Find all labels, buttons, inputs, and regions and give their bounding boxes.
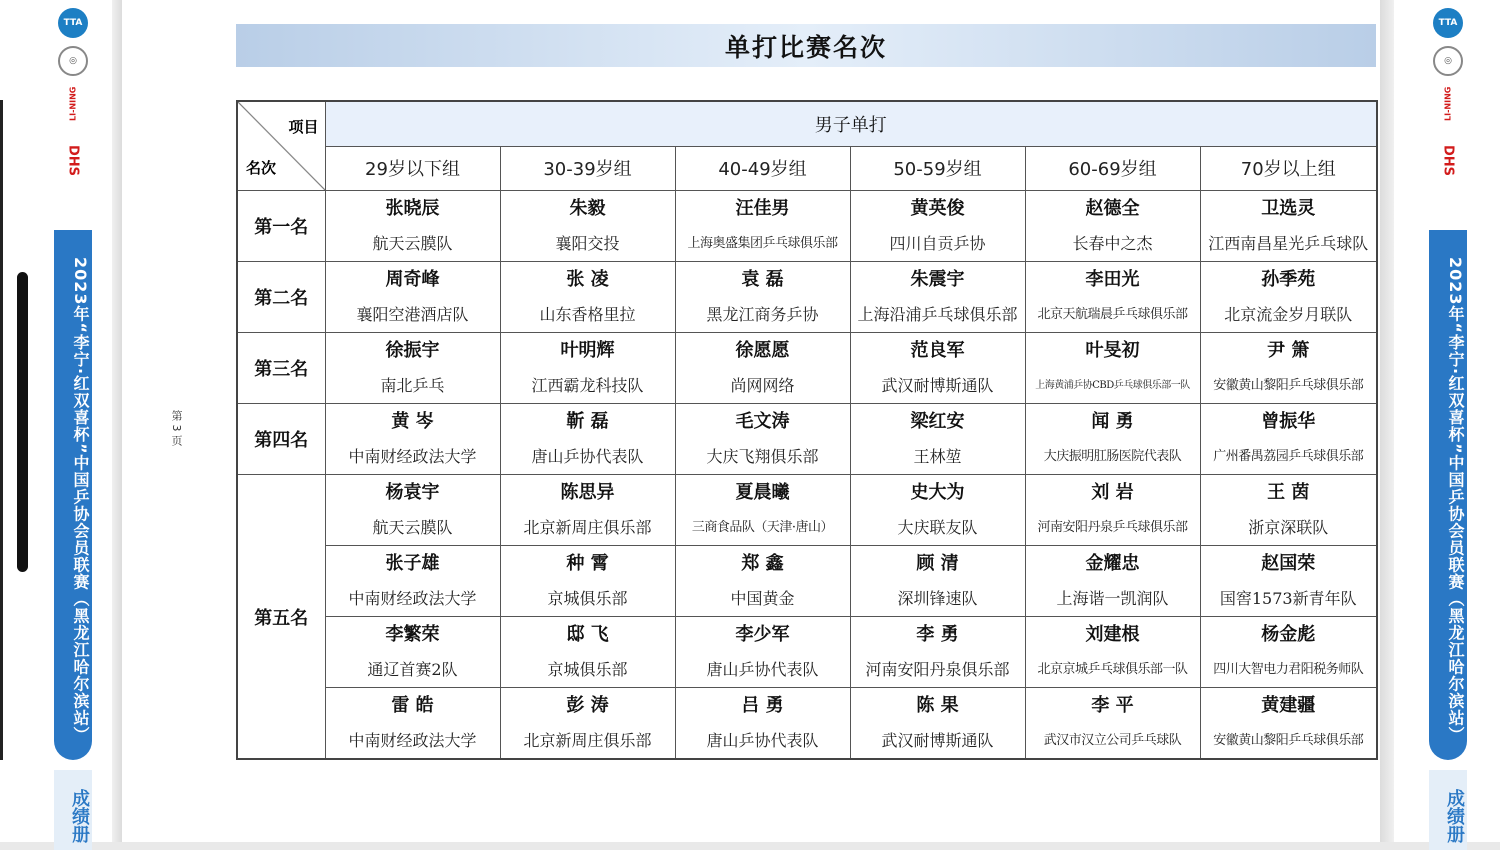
club-name: 安徽黄山黎阳乒乓球俱乐部 xyxy=(1213,733,1364,748)
event-header: 男子单打 xyxy=(325,101,1377,146)
player-name: 金耀忠 xyxy=(1085,553,1140,574)
player-name: 黄 岑 xyxy=(391,411,434,432)
club-name: 唐山乒协代表队 xyxy=(531,447,644,466)
member-league-logo: ◎ xyxy=(1433,46,1463,76)
club-name: 中南财经政法大学 xyxy=(348,447,477,466)
club-name: 北京流金岁月联队 xyxy=(1224,305,1353,324)
player-name: 尹 箫 xyxy=(1267,340,1310,361)
player-name: 李田光 xyxy=(1085,269,1140,290)
viewer-scroll-thumb[interactable] xyxy=(17,272,28,572)
result-cell xyxy=(850,191,1025,262)
club-name: 京城俱乐部 xyxy=(547,589,628,608)
club-name: 江西南昌星光乒乓球队 xyxy=(1208,234,1369,253)
result-cell xyxy=(500,191,675,262)
result-cell xyxy=(850,404,1025,475)
player-name: 黄建疆 xyxy=(1261,695,1316,716)
result-cell xyxy=(1025,475,1200,546)
result-cell xyxy=(500,333,675,404)
club-name: 上海谐一凯润队 xyxy=(1056,589,1169,608)
result-cell xyxy=(1200,475,1377,546)
result-cell xyxy=(325,475,500,546)
club-name: 上海黄浦乒协CBD乒乓球俱乐部一队 xyxy=(1035,380,1190,391)
club-name: 大庆飞翔俱乐部 xyxy=(706,447,819,466)
result-cell xyxy=(850,546,1025,617)
table-tennis-association-logo: TTA xyxy=(58,8,88,38)
page-title: 单打比赛名次 xyxy=(236,24,1376,67)
table-row xyxy=(237,333,1377,404)
table-row xyxy=(237,191,1377,262)
player-name: 徐振宇 xyxy=(385,340,440,361)
event-banner: 2023年“李宁·红双喜杯”中国乒协会员联赛（黑龙江哈尔滨站） xyxy=(54,230,92,760)
result-cell xyxy=(675,333,850,404)
result-cell xyxy=(850,688,1025,760)
page-gutter-right xyxy=(1380,0,1394,842)
result-cell xyxy=(1025,333,1200,404)
result-cell xyxy=(1025,688,1200,760)
player-name: 种 霄 xyxy=(566,553,609,574)
table-row xyxy=(237,475,1377,546)
player-name: 靳 磊 xyxy=(566,411,609,432)
group-header: 60-69岁组 xyxy=(1025,146,1200,191)
rank-label: 第四名 xyxy=(237,404,325,475)
player-name: 史大为 xyxy=(910,482,965,503)
player-name: 范良军 xyxy=(910,340,965,361)
result-cell xyxy=(1025,617,1200,688)
group-header: 30-39岁组 xyxy=(500,146,675,191)
player-name: 徐愿愿 xyxy=(735,340,790,361)
result-cell xyxy=(500,262,675,333)
result-cell xyxy=(675,546,850,617)
club-name: 武汉耐博斯通队 xyxy=(881,376,994,395)
player-name: 彭 涛 xyxy=(566,695,609,716)
player-name: 陈思异 xyxy=(560,482,615,503)
player-name: 郑 鑫 xyxy=(741,553,784,574)
club-name: 山东香格里拉 xyxy=(539,305,636,324)
player-name: 周奇峰 xyxy=(385,269,440,290)
right-page-sidebar xyxy=(1425,0,1471,842)
result-cell xyxy=(325,404,500,475)
result-cell xyxy=(1200,546,1377,617)
rank-label: 第三名 xyxy=(237,333,325,404)
player-name: 杨袁宇 xyxy=(385,482,440,503)
club-name: 武汉耐博斯通队 xyxy=(881,731,994,750)
club-name: 武汉市汉立公司乒乓球队 xyxy=(1043,733,1182,748)
result-cell xyxy=(850,475,1025,546)
player-name: 叶明辉 xyxy=(560,340,615,361)
result-cell xyxy=(500,688,675,760)
club-name: 大庆联友队 xyxy=(897,518,978,537)
player-name: 黄英俊 xyxy=(910,198,965,219)
player-name: 刘建根 xyxy=(1085,624,1140,645)
player-name: 顾 清 xyxy=(916,553,959,574)
rank-label: 第一名 xyxy=(237,191,325,262)
page-number: 第 3 页 xyxy=(170,410,183,446)
result-cell xyxy=(325,262,500,333)
player-name: 叶旻初 xyxy=(1085,340,1140,361)
result-cell xyxy=(500,475,675,546)
club-name: 深圳锋速队 xyxy=(897,589,978,608)
result-cell xyxy=(675,262,850,333)
results-body xyxy=(237,191,1377,760)
event-banner: 2023年“李宁·红双喜杯”中国乒协会员联赛（黑龙江哈尔滨站） xyxy=(1429,230,1467,760)
result-cell xyxy=(850,262,1025,333)
result-cell xyxy=(675,475,850,546)
player-name: 夏晨曦 xyxy=(735,482,790,503)
result-cell xyxy=(675,191,850,262)
double-happiness-logo: DHS xyxy=(1440,145,1456,177)
rank-label: 第二名 xyxy=(237,262,325,333)
player-name: 李 平 xyxy=(1091,695,1134,716)
double-happiness-logo: DHS xyxy=(65,145,81,177)
club-name: 三商食品队（天津·唐山） xyxy=(691,520,834,535)
club-name: 长春中之杰 xyxy=(1072,234,1153,253)
player-name: 梁红安 xyxy=(910,411,965,432)
li-ning-logo: LI-NING xyxy=(68,86,78,122)
club-name: 中国黄金 xyxy=(730,589,795,608)
club-name: 四川自贡乒协 xyxy=(889,234,986,253)
club-name: 广州番禺荔园乒乓球俱乐部 xyxy=(1213,449,1364,464)
results-table xyxy=(236,100,1378,760)
group-header: 29岁以下组 xyxy=(325,146,500,191)
member-league-logo: ◎ xyxy=(58,46,88,76)
result-cell xyxy=(325,333,500,404)
player-name: 闻 勇 xyxy=(1091,411,1134,432)
club-name: 江西霸龙科技队 xyxy=(531,376,644,395)
player-name: 赵德全 xyxy=(1085,198,1140,219)
club-name: 王林堃 xyxy=(913,447,962,466)
result-cell xyxy=(325,546,500,617)
player-name: 张晓辰 xyxy=(385,198,440,219)
li-ning-logo: LI-NING xyxy=(1443,86,1453,122)
results-book-tab: 成绩册 xyxy=(1429,770,1467,850)
player-name: 毛文涛 xyxy=(735,411,790,432)
table-row xyxy=(237,546,1377,617)
player-name: 王 茵 xyxy=(1267,482,1310,503)
player-name: 李 勇 xyxy=(916,624,959,645)
result-cell xyxy=(675,688,850,760)
club-name: 唐山乒协代表队 xyxy=(706,731,819,750)
player-name: 汪佳男 xyxy=(735,198,790,219)
result-cell xyxy=(1200,688,1377,760)
club-name: 河南安阳丹泉乒乓球俱乐部 xyxy=(1037,520,1188,535)
result-cell xyxy=(850,333,1025,404)
player-name: 吕 勇 xyxy=(741,695,784,716)
player-name: 雷 皓 xyxy=(391,695,434,716)
player-name: 刘 岩 xyxy=(1091,482,1134,503)
results-book-tab: 成绩册 xyxy=(54,770,92,850)
club-name: 京城俱乐部 xyxy=(547,660,628,679)
club-name: 浙京深联队 xyxy=(1248,518,1329,537)
player-name: 张 凌 xyxy=(566,269,609,290)
result-cell xyxy=(325,688,500,760)
club-name: 襄阳交投 xyxy=(555,234,620,253)
player-name: 杨金彪 xyxy=(1261,624,1316,645)
viewer-scroll-track[interactable] xyxy=(0,100,3,760)
club-name: 上海沿浦乒乓球俱乐部 xyxy=(857,305,1018,324)
result-cell xyxy=(1200,617,1377,688)
player-name: 袁 磊 xyxy=(741,269,784,290)
result-cell xyxy=(850,617,1025,688)
table-tennis-association-logo: TTA xyxy=(1433,8,1463,38)
player-name: 李少军 xyxy=(735,624,790,645)
player-name: 朱震宇 xyxy=(910,269,965,290)
club-name: 上海奥盛集团乒乓球俱乐部 xyxy=(687,236,838,251)
club-name: 航天云膜队 xyxy=(372,234,453,253)
group-header: 50-59岁组 xyxy=(850,146,1025,191)
group-header: 40-49岁组 xyxy=(675,146,850,191)
result-cell xyxy=(500,617,675,688)
table-row xyxy=(237,688,1377,760)
club-name: 大庆振明肛肠医院代表队 xyxy=(1043,449,1182,464)
club-name: 通辽首赛2队 xyxy=(367,660,458,679)
player-name: 陈 果 xyxy=(916,695,959,716)
player-name: 曾振华 xyxy=(1261,411,1316,432)
club-name: 北京京城乒乓球俱乐部一队 xyxy=(1037,662,1188,677)
player-name: 邸 飞 xyxy=(566,624,609,645)
player-name: 孙季苑 xyxy=(1261,269,1316,290)
player-name: 卫选灵 xyxy=(1261,198,1316,219)
result-cell xyxy=(1200,191,1377,262)
club-name: 唐山乒协代表队 xyxy=(706,660,819,679)
player-name: 张子雄 xyxy=(385,553,440,574)
player-name: 朱毅 xyxy=(569,198,606,219)
club-name: 中南财经政法大学 xyxy=(348,731,477,750)
result-cell xyxy=(1200,333,1377,404)
player-name: 赵国荣 xyxy=(1261,553,1316,574)
club-name: 襄阳空港酒店队 xyxy=(356,305,469,324)
table-row xyxy=(237,617,1377,688)
result-cell xyxy=(325,191,500,262)
club-name: 黑龙江商务乒协 xyxy=(706,305,819,324)
header-event-label: 项目 xyxy=(288,118,319,136)
result-cell xyxy=(1200,404,1377,475)
result-cell xyxy=(500,546,675,617)
club-name: 北京新周庄俱乐部 xyxy=(523,518,652,537)
result-cell xyxy=(1025,546,1200,617)
page-gutter-left xyxy=(112,0,122,842)
result-cell xyxy=(1025,404,1200,475)
club-name: 南北乒乓 xyxy=(380,376,445,395)
result-cell xyxy=(1025,262,1200,333)
club-name: 北京天航瑞晨乒乓球俱乐部 xyxy=(1037,307,1188,322)
result-cell xyxy=(325,617,500,688)
result-cell xyxy=(675,404,850,475)
club-name: 航天云膜队 xyxy=(372,518,453,537)
left-page-sidebar xyxy=(50,0,96,842)
rank-label: 第五名 xyxy=(237,475,325,760)
header-rank-label: 名次 xyxy=(246,159,277,177)
club-name: 北京新周庄俱乐部 xyxy=(523,731,652,750)
result-cell xyxy=(1025,191,1200,262)
result-cell xyxy=(675,617,850,688)
club-name: 安徽黄山黎阳乒乓球俱乐部 xyxy=(1213,378,1364,393)
table-row xyxy=(237,404,1377,475)
club-name: 四川大智电力君阳税务师队 xyxy=(1213,662,1364,677)
club-name: 国窖1573新青年队 xyxy=(1219,589,1357,608)
table-row xyxy=(237,262,1377,333)
result-cell xyxy=(1200,262,1377,333)
club-name: 河南安阳丹泉俱乐部 xyxy=(865,660,1010,679)
club-name: 中南财经政法大学 xyxy=(348,589,477,608)
header-corner xyxy=(237,101,325,191)
group-header: 70岁以上组 xyxy=(1200,146,1377,191)
result-cell xyxy=(500,404,675,475)
player-name: 李繁荣 xyxy=(385,624,440,645)
club-name: 尚网网络 xyxy=(730,376,795,395)
